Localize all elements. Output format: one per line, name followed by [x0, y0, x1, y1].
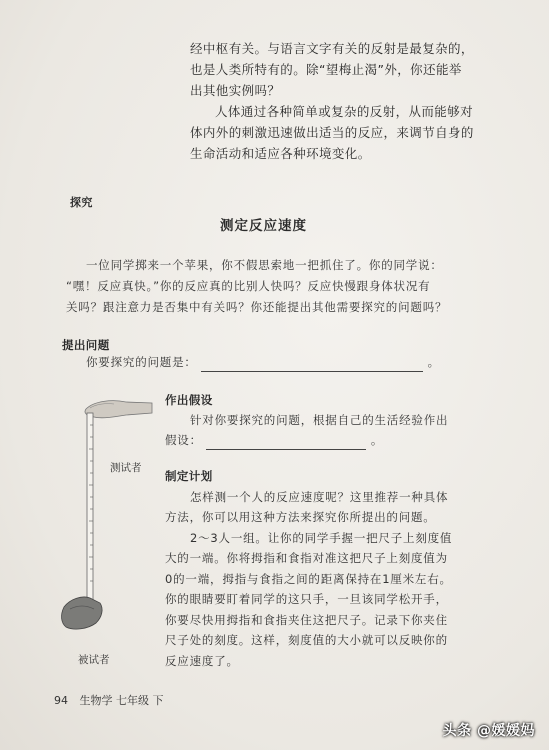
watermark: 头条 @媛媛妈	[442, 723, 535, 739]
hypothesis-line-1: 针对你要探究的问题，根据自己的生活经验作出	[190, 413, 449, 427]
section-title: 测定反应速度	[220, 218, 307, 234]
section-label: 探究	[70, 196, 93, 209]
intro-line-1: 一位同学掷来一个苹果，你不假思索地一把抓住了。你的同学说：	[86, 258, 443, 272]
ruler-icon	[87, 413, 93, 608]
plan-line-3: 2～3人一组。让你的同学手握一把尺子上刻度值	[190, 531, 453, 545]
hypothesis-answer-blank[interactable]	[206, 435, 366, 450]
raise-question-row	[86, 352, 440, 372]
top-paragraph-line-1: 经中枢有关。与语言文字有关的反射是最复杂的，	[190, 41, 474, 56]
plan-line-7: 你要尽快用拇指和食指夹住这把尺子。记录下你夹住	[165, 613, 448, 627]
raise-question-heading: 提出问题	[62, 338, 110, 352]
page-footer	[54, 692, 164, 708]
intro-line-3: 关吗？跟注意力是否集中有关吗？你还能提出其他需要探究的问题吗？	[66, 300, 448, 314]
top-paragraph-line-2: 也是人类所特有的。除“望梅止渴”外，你还能举	[190, 62, 462, 77]
ruler-test-illustration	[60, 395, 160, 640]
plan-line-1: 怎样测一个人的反应速度呢？这里推荐一种具体	[190, 490, 449, 504]
plan-line-8: 尺子处的刻度。这样，刻度值的大小就可以反映你的	[165, 633, 448, 647]
tester-hand-icon	[85, 401, 152, 418]
hypothesis-heading: 作出假设	[165, 393, 213, 407]
hypothesis-end: 。	[370, 433, 384, 447]
plan-heading: 制定计划	[165, 469, 213, 483]
hypothesis-row	[165, 430, 383, 450]
subject-caption: 被试者	[78, 654, 110, 666]
plan-line-5: 0的一端，拇指与食指之间的距离保持在1厘米左右。	[165, 572, 452, 586]
raise-question-prompt: 你要探究的问题是：	[86, 355, 197, 369]
top-paragraph-line-4: 人体通过各种简单或复杂的反射，从而能够对	[215, 104, 474, 119]
plan-line-2: 方法，你可以用这种方法来探究你所提出的问题。	[165, 510, 436, 524]
plan-line-4: 大的一端。你将拇指和食指对准这把尺子上刻度值为	[165, 551, 448, 565]
raise-question-end: 。	[427, 355, 440, 369]
plan-line-9: 反应速度了。	[165, 654, 239, 668]
hypothesis-prompt: 假设：	[165, 433, 202, 447]
question-answer-blank[interactable]	[201, 357, 423, 372]
intro-line-2: “嘿！反应真快。”你的反应真的比别人快吗？反应快慢跟身体状况有	[66, 279, 431, 293]
book-title: 生物学 七年级 下	[79, 694, 164, 707]
top-paragraph-line-6: 生命活动和适应各种环境变化。	[190, 146, 371, 161]
top-paragraph-line-5: 体内外的刺激迅速做出适当的反应，来调节自身的	[190, 125, 474, 140]
page-number: 94	[54, 694, 68, 707]
top-paragraph-line-3: 出其他实例吗？	[190, 83, 281, 98]
plan-line-6: 你的眼睛要盯着同学的这只手，一旦该同学松开手，	[165, 592, 448, 606]
subject-hand-icon	[62, 597, 103, 629]
tester-caption: 测试者	[110, 462, 142, 474]
